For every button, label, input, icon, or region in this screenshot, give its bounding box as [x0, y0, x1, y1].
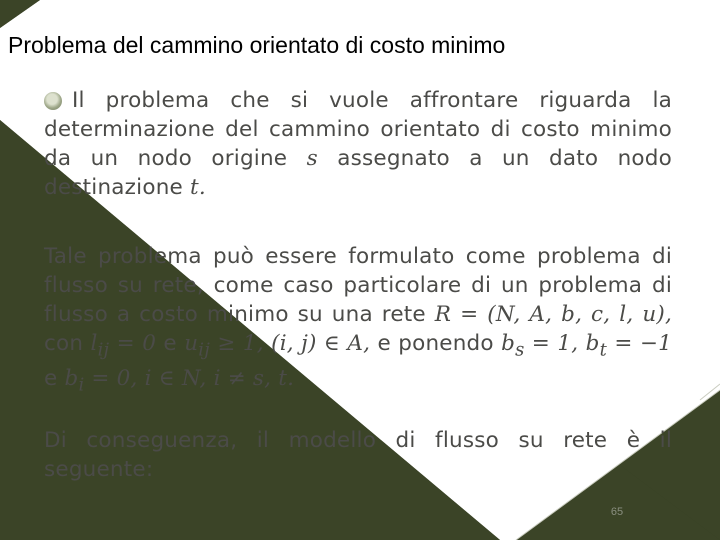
- math-expression: b: [64, 366, 79, 392]
- page-number: 65: [610, 506, 624, 518]
- math-expression: R = (N, A, b, c, l, u),: [434, 302, 672, 327]
- paragraph-text: Il problema che si vuole affrontare riguarda la determinazione del cammino orientato di costo minimo da un nodo origine: [44, 88, 672, 171]
- paragraph-text: e ponendo: [370, 331, 502, 356]
- paragraph-text: e: [44, 366, 65, 392]
- math-expression: b: [501, 331, 516, 356]
- math-expression: l: [90, 331, 98, 356]
- math-expression: ≥ 1, (i, j) ∈ A,: [209, 331, 371, 356]
- paragraph-3: Di conseguenza, il modello di flusso su rete è il seguente:: [44, 428, 672, 482]
- math-subscript: i: [78, 374, 85, 396]
- math-subscript: s: [515, 339, 525, 361]
- paragraph-1: [44, 86, 672, 202]
- paragraph-2: [44, 242, 672, 400]
- paragraph-text: con: [44, 331, 91, 356]
- slide-title: Problema del cammino orientato di costo minimo: [8, 32, 506, 58]
- math-expression: u: [184, 331, 199, 356]
- math-subscript: ij: [97, 339, 110, 361]
- math-subscript: t: [599, 339, 607, 361]
- paragraph-text: assegnato a un dato nodo destinazione: [44, 146, 672, 200]
- math-expression: = 0, i ∈ N, i ≠ s, t.: [84, 366, 295, 392]
- math-expression: = 0: [109, 331, 157, 356]
- math-expression: = 1, b: [524, 331, 600, 356]
- math-symbol: t.: [189, 175, 206, 200]
- paragraph-text: e: [156, 331, 185, 356]
- paragraph-text: Tale problema può essere formulato come problema di flusso su rete, come caso particolare di un problema di flusso a costo minimo su una rete: [44, 244, 672, 327]
- math-subscript: ij: [198, 339, 210, 361]
- math-symbol: s: [306, 146, 318, 171]
- math-expression: = −1: [606, 331, 672, 356]
